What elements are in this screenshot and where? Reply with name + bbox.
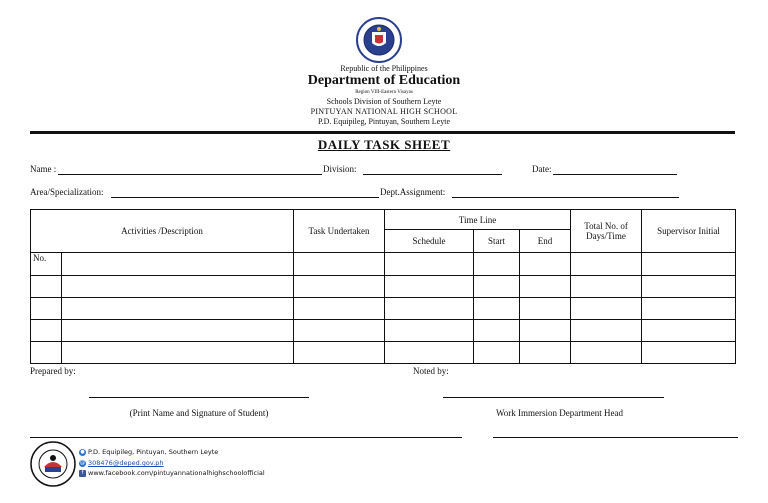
footer-facebook[interactable]: www.facebook.com/pintuyannationalhighschoolofficial (88, 469, 265, 477)
area-field[interactable] (111, 197, 379, 198)
table-cell[interactable] (474, 276, 520, 298)
deped-seal (354, 16, 404, 64)
supervisor-header: Supervisor Initial (642, 210, 736, 253)
table-cell[interactable] (571, 320, 642, 342)
footer-address-line (79, 448, 218, 456)
table-cell[interactable] (385, 276, 474, 298)
page-title: DAILY TASK SHEET (317, 137, 451, 152)
table-cell[interactable] (62, 298, 294, 320)
end-header: End (520, 230, 571, 253)
header-divider (30, 131, 735, 134)
table-cell[interactable] (520, 253, 571, 276)
table-cell[interactable] (31, 276, 62, 298)
table-cell[interactable] (294, 276, 385, 298)
table-cell[interactable] (571, 342, 642, 364)
table-cell[interactable] (294, 320, 385, 342)
table-cell[interactable] (520, 320, 571, 342)
header-republic: Republic of the Philippines (340, 64, 428, 73)
table-cell[interactable] (385, 298, 474, 320)
table-row (31, 298, 736, 320)
facebook-icon: f (79, 470, 86, 477)
school-logo (30, 441, 76, 487)
header-address: P.D. Equipileg, Pintuyan, Southern Leyte (318, 117, 450, 126)
table-cell[interactable] (62, 320, 294, 342)
task-table (30, 209, 736, 364)
task-header: Task Undertaken (294, 210, 385, 253)
start-header: Start (474, 230, 520, 253)
table-cell[interactable] (642, 320, 736, 342)
dept-assignment-label: Dept.Assignment: (380, 187, 446, 197)
footer-email-line (79, 459, 164, 467)
table-cell[interactable] (62, 342, 294, 364)
table-cell[interactable] (294, 253, 385, 276)
table-row (31, 342, 736, 364)
header-region: Region VIII-Eastern Visayas (355, 90, 413, 95)
head-caption: Work Immersion Department Head (496, 408, 623, 418)
table-cell[interactable] (571, 298, 642, 320)
head-signature-line[interactable] (443, 397, 664, 398)
no-label: No. (31, 253, 62, 276)
footer-address: P.D. Equipileg, Pintuyan, Southern Leyte (88, 448, 219, 456)
footer-facebook-line (79, 469, 265, 477)
table-cell[interactable] (31, 320, 62, 342)
table-cell[interactable] (294, 298, 385, 320)
division-label: Division: (323, 164, 357, 174)
table-cell[interactable] (642, 253, 736, 276)
timeline-header: Time Line (385, 210, 571, 230)
table-row (31, 320, 736, 342)
division-field[interactable] (363, 174, 502, 175)
table-cell[interactable] (474, 320, 520, 342)
student-signature-line[interactable] (89, 397, 309, 398)
table-cell[interactable] (642, 342, 736, 364)
table-cell[interactable] (571, 253, 642, 276)
footer-email[interactable]: 308476@deped.gov.ph (88, 459, 164, 467)
table-cell[interactable] (571, 276, 642, 298)
noted-by-label: Noted by: (413, 366, 449, 376)
location-pin-icon: ● (80, 448, 85, 455)
table-cell[interactable] (385, 253, 474, 276)
table-cell[interactable] (385, 342, 474, 364)
dept-assignment-field[interactable] (452, 197, 679, 198)
activities-header: Activities /Description (31, 210, 294, 253)
header-department: Department of Education (307, 73, 461, 88)
table-cell[interactable] (520, 276, 571, 298)
date-label: Date: (532, 164, 552, 174)
name-label: Name : (30, 164, 57, 174)
student-caption: (Print Name and Signature of Student) (129, 408, 269, 418)
table-row (31, 253, 736, 276)
schedule-header: Schedule (385, 230, 474, 253)
table-cell[interactable] (474, 298, 520, 320)
date-field[interactable] (553, 174, 677, 175)
table-cell[interactable] (62, 253, 294, 276)
header-school: PINTUYAN NATIONAL HIGH SCHOOL (310, 107, 458, 116)
table-cell[interactable] (474, 342, 520, 364)
name-field[interactable] (58, 174, 322, 175)
table-cell[interactable] (642, 276, 736, 298)
footer-divider-left (30, 437, 462, 438)
table-cell[interactable] (31, 298, 62, 320)
prepared-by-label: Prepared by: (30, 366, 76, 376)
table-cell[interactable] (31, 342, 62, 364)
header-division: Schools Division of Southern Leyte (326, 97, 442, 106)
table-cell[interactable] (62, 276, 294, 298)
footer-divider-right (493, 437, 738, 438)
table-cell[interactable] (474, 253, 520, 276)
table-cell[interactable] (520, 298, 571, 320)
total-header: Total No. of Days/Time (571, 210, 642, 253)
table-cell[interactable] (385, 320, 474, 342)
email-icon: @ (80, 459, 85, 466)
table-cell[interactable] (642, 298, 736, 320)
table-cell[interactable] (520, 342, 571, 364)
table-cell[interactable] (294, 342, 385, 364)
table-row (31, 276, 736, 298)
area-label: Area/Specialization: (30, 187, 104, 197)
